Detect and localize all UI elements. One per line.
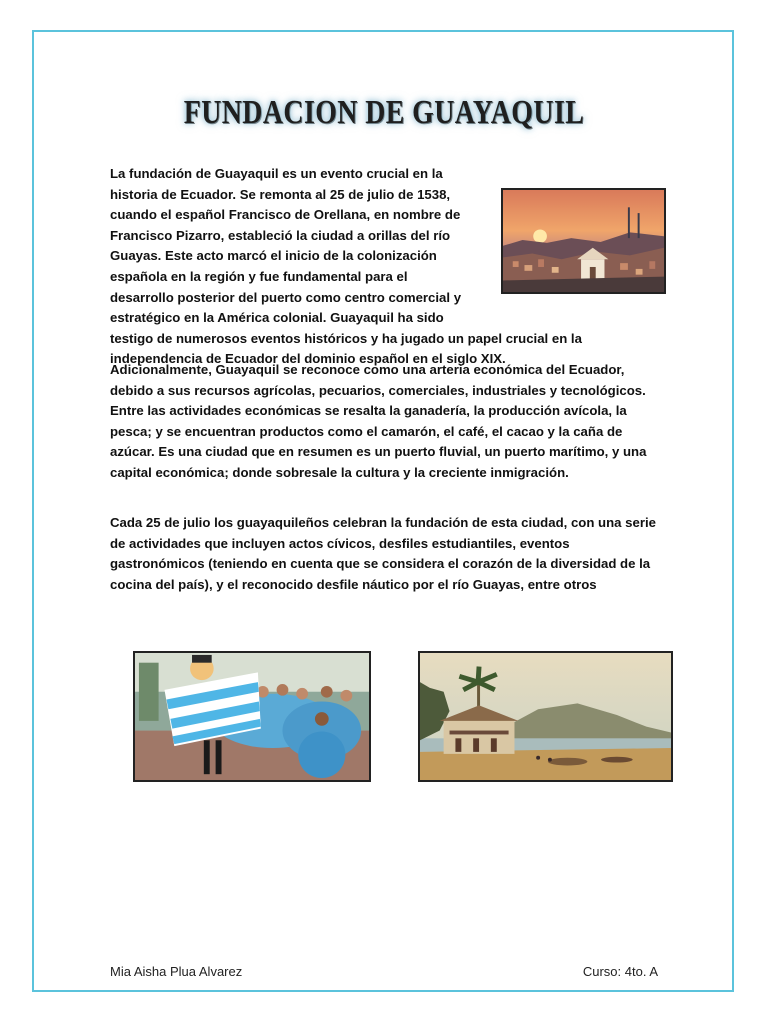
footer-course: Curso: 4to. A bbox=[582, 964, 658, 979]
page-title: FUNDACION DE GUAYAQUIL bbox=[183, 94, 585, 131]
paragraph-celebration: Cada 25 de julio los guayaquileños celebran la fundación de esta ciudad, con una serie de actividades que incluyen actos cívicos, desfiles estudiantiles, eventos gastronómicos (teniendo en cuenta que se considera el corazón de la diversidad de la cocina del país), y el reconocido desfile náutico por el río Guayas, entre otros bbox=[110, 515, 656, 592]
paragraph-economy: Adicionalmente, Guayaquil se reconoce como una arteria económica del Ecuador, debido a sus recursos agrícolas, pecuarios, comerciales, industriales y tecnológicos. Entre las actividades económicas se resalta la ganadería, la producción avícola, la pesca; y se encuentran productos como el camarón, el café, el cacao y la caña de azúcar. Es una ciudad que en resumen es un puerto fluvial, un puerto marítimo, y una capital económica; donde sobresale la cultura y la creciente inmigración. bbox=[110, 362, 647, 480]
footer-author: Mia Aisha Plua Alvarez bbox=[110, 964, 243, 979]
paragraph-history-text: La fundación de Guayaquil es un evento crucial en la historia de Ecuador. Se remonta al 25 de julio de 1538, cuando el español Francisco de Orellana, en nombre de Francisco Pizarro, estableció la ciudad a orillas del río Guayas. Este acto marcó el inicio de la colonización española en la región y fue fundamental para el desarrollo posterior del puerto como centro comercial y estratégico en la América colonial. Guayaquil ha sido testigo de numerosos eventos históricos y ha jugado un papel crucial en la independencia de Ecuador del dominio español en el siglo XIX. bbox=[110, 166, 582, 367]
historic-painting-photo bbox=[418, 651, 673, 782]
parade-flag-photo bbox=[133, 651, 371, 782]
city-sunset-photo bbox=[501, 188, 666, 294]
